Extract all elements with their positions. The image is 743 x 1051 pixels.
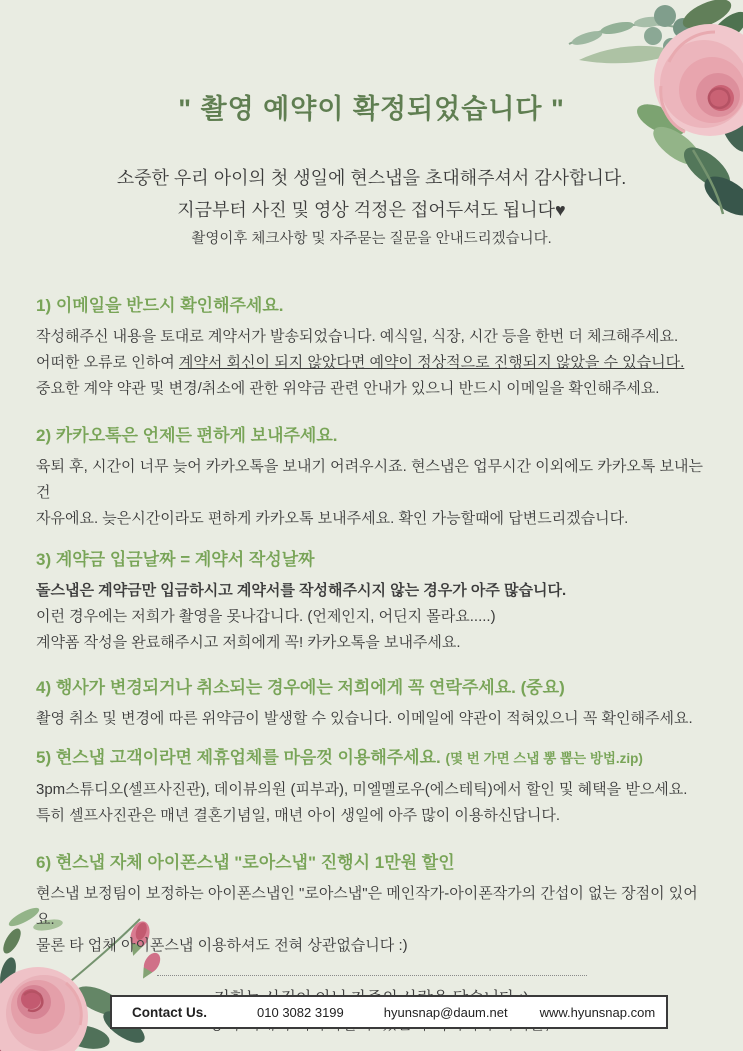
intro-line-1: 소중한 우리 아이의 첫 생일에 현스냅을 초대해주셔서 감사합니다. xyxy=(116,168,627,188)
section-2-line-1: 육퇴 후, 시간이 너무 늦어 카카오톡을 보내기 어려우시죠. 현스냅은 업무시간 이외에도 카카오톡 보내는건 xyxy=(36,458,703,501)
intro-line-3: 촬영이후 체크사항 및 자주묻는 질문을 안내드리겠습니다. xyxy=(191,231,552,247)
section-email-check xyxy=(36,294,707,402)
contact-phone: 010 3082 3199 xyxy=(257,1004,344,1020)
section-1-line-1: 작성해주신 내용을 토대로 계약서가 발송되었습니다. 예식일, 식장, 시간 등을 한번 더 체크해주세요. xyxy=(36,328,679,345)
section-1-heading: 1) 이메일을 반드시 확인해주세요. xyxy=(36,296,284,315)
section-iphone-snap xyxy=(36,851,707,959)
section-1-line-3: 중요한 계약 약관 및 변경/취소에 관한 위약금 관련 안내가 있으니 반드시 이메일을 확인해주세요. xyxy=(36,380,660,397)
section-2-line-2: 자유에요. 늦은시간이라도 편하게 카카오톡 보내주세요. 확인 가능할때에 답변드리겠습니다. xyxy=(36,510,629,527)
contact-label: Contact Us. xyxy=(132,1004,208,1020)
section-4-heading: 4) 행사가 변경되거나 취소되는 경우에는 저희에게 꼭 연락주세요. (중요) xyxy=(36,678,565,697)
section-6-heading: 6) 현스냅 자체 아이폰스냅 "로아스냅" 진행시 1만원 할인 xyxy=(36,853,455,872)
section-3-line-1-bold: 돌스냅은 계약금만 입금하시고 계약서를 작성해주시지 않는 경우가 아주 많습니다. xyxy=(36,582,567,599)
contact-website: www.hyunsnap.com xyxy=(539,1004,656,1020)
section-partners xyxy=(36,746,707,829)
section-kakaotalk xyxy=(36,424,707,532)
section-2-heading: 2) 카카오톡은 언제든 편하게 보내주세요. xyxy=(36,426,338,445)
section-3-line-2: 이런 경우에는 저희가 촬영을 못나갑니다. (언제인지, 어딘지 몰라요.....) xyxy=(36,608,496,625)
section-5-line-2: 특히 셀프사진관은 매년 결혼기념일, 매년 아이 생일에 아주 많이 이용하신답니다. xyxy=(36,807,561,824)
section-3-line-3: 계약폼 작성을 완료해주시고 저희에게 꼭! 카카오톡을 보내주세요. xyxy=(36,634,461,651)
section-1-line-2 xyxy=(36,350,707,376)
dotted-divider xyxy=(157,975,587,976)
section-5-heading-main: 5) 현스냅 고객이라면 제휴업체를 마음껏 이용해주세요. xyxy=(36,748,441,767)
contact-email: hyunsnap@daum.net xyxy=(383,1004,508,1020)
section-3-heading: 3) 계약금 입금날짜 = 계약서 작성날짜 xyxy=(36,550,315,569)
section-5-heading-note: (몇 번 가면 스냅 뽕 뽑는 방법.zip) xyxy=(445,751,643,766)
section-1-line-2-underlined: 계약서 회신이 되지 않았다면 예약이 정상적으로 진행되지 않았을 수 있습니다. xyxy=(178,354,685,371)
page-title: " 촬영 예약이 확정되었습니다 " xyxy=(178,94,565,124)
section-5-line-1: 3pm스튜디오(셀프사진관), 데이뷰의원 (피부과), 미엘멜로우(에스테틱)에서 할인 및 혜택을 받으세요. xyxy=(36,781,688,798)
section-1-line-2-plain: 어떠한 오류로 인하여 xyxy=(36,354,179,371)
section-6-line-1: 현스냅 보정팀이 보정하는 아이폰스냅인 "로아스냅"은 메인작가-아이폰작가의 간섭이 없는 장점이 있어요. xyxy=(36,885,698,928)
intro-line-2: 지금부터 사진 및 영상 걱정은 접어두셔도 됩니다♥ xyxy=(177,200,566,220)
intro-block xyxy=(36,162,707,252)
section-change-cancel xyxy=(36,676,707,732)
section-4-line-1: 촬영 취소 및 변경에 따른 위약금이 발생할 수 있습니다. 이메일에 약관이 적혀있으니 꼭 확인해주세요. xyxy=(36,710,693,727)
section-5-heading xyxy=(36,746,707,771)
contact-bar xyxy=(110,995,668,1029)
section-6-line-2: 물론 타 업체 아이폰스냅 이용하셔도 전혀 상관없습니다 :) xyxy=(36,937,408,954)
section-deposit-date xyxy=(36,548,707,656)
